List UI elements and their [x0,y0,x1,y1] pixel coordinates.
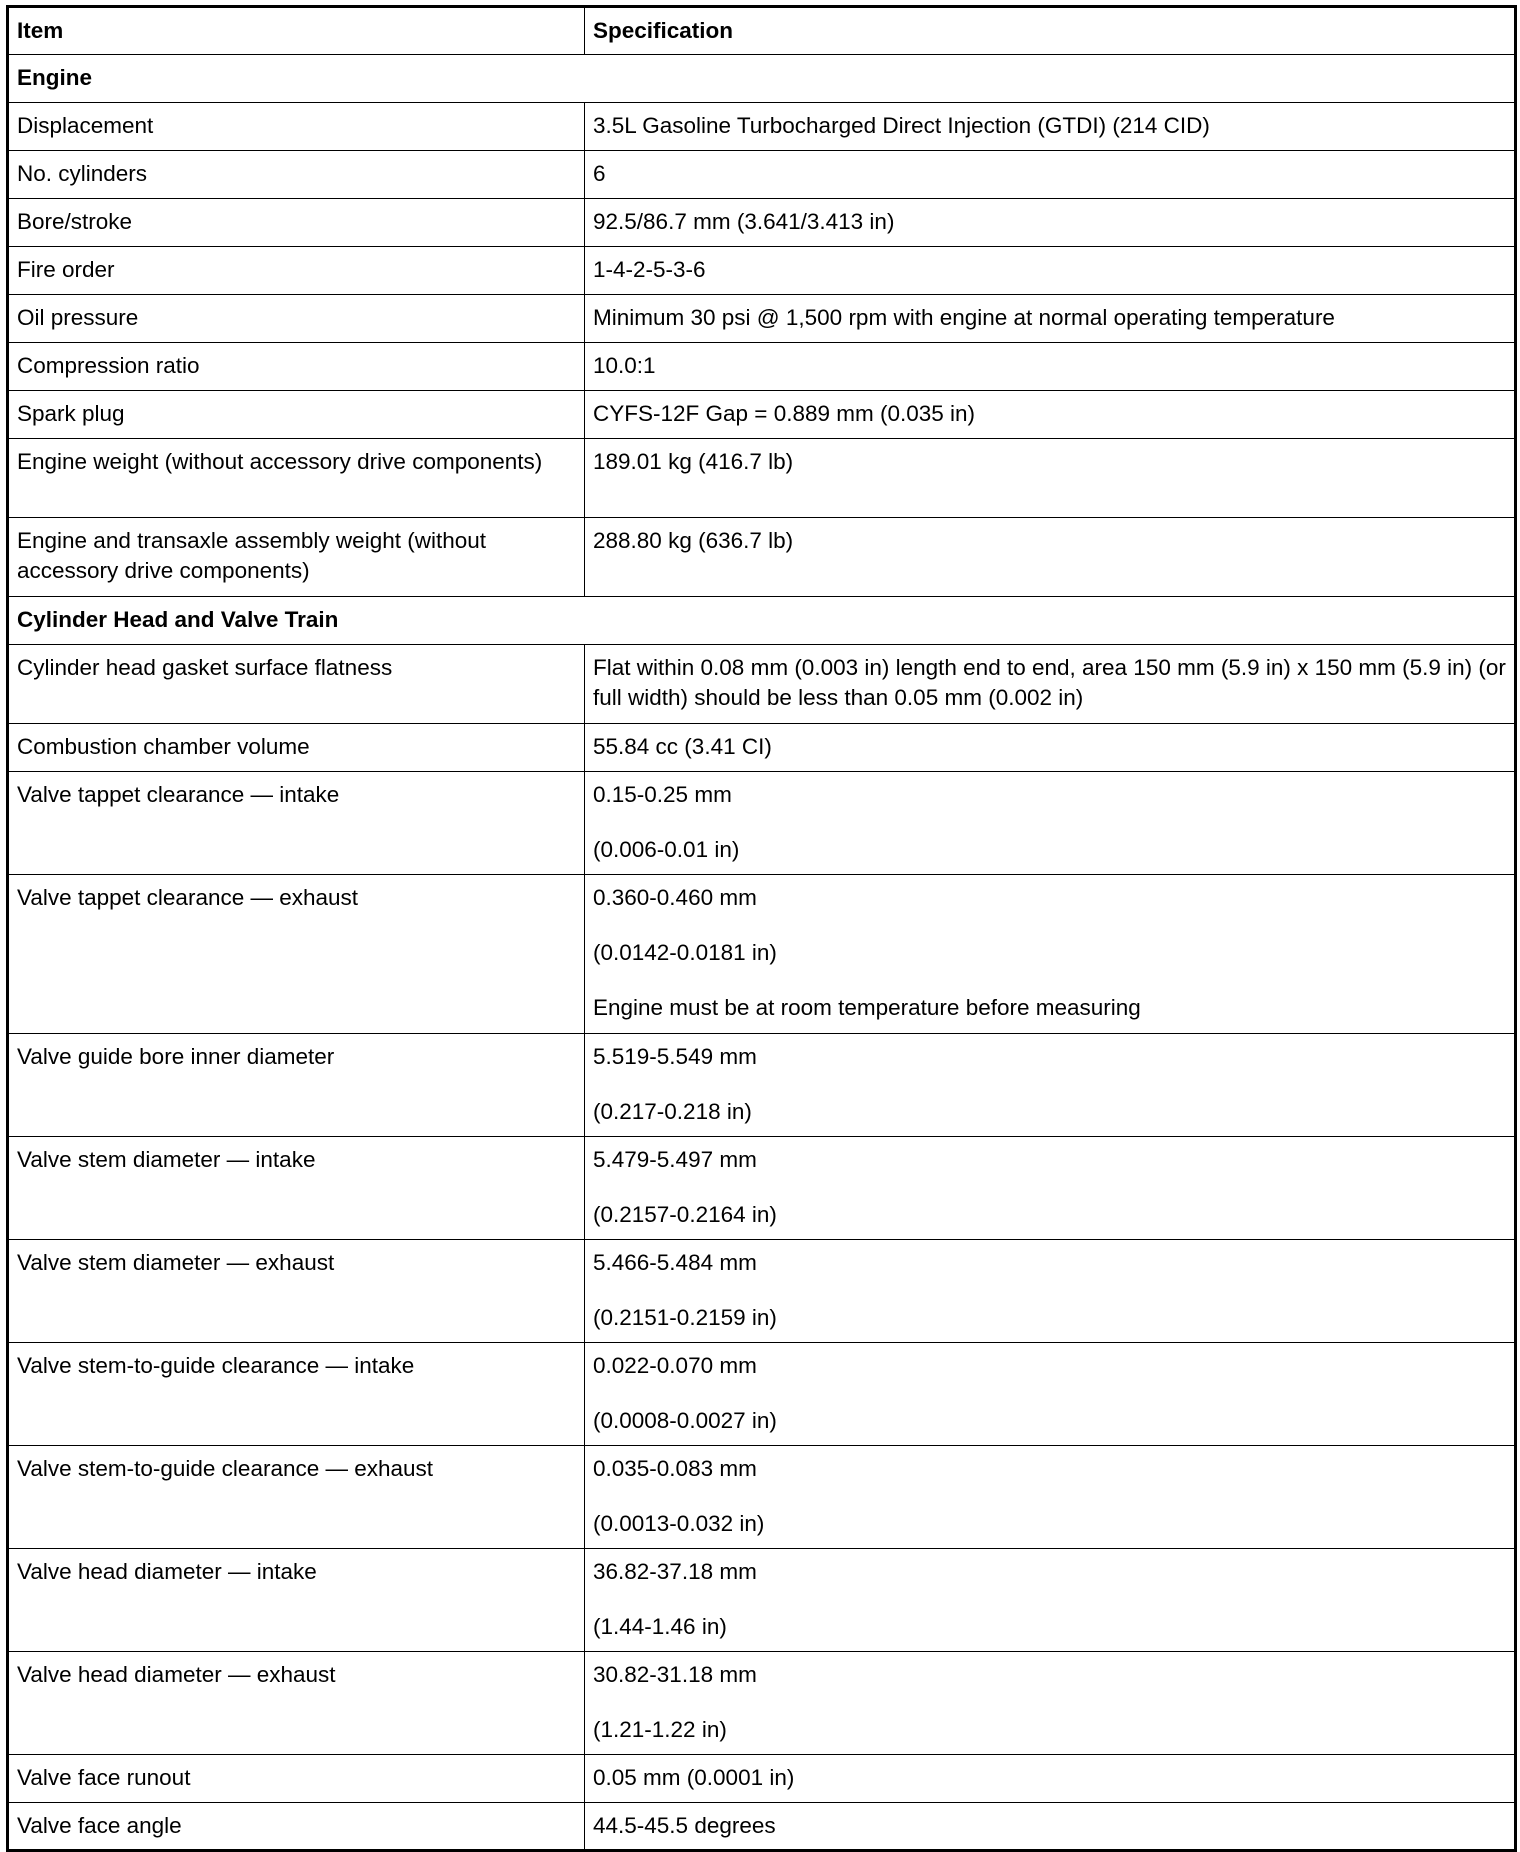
spec-line: Engine must be at room temperature before measuring [593,995,1141,1020]
table-row [8,391,1516,439]
spec-line: 92.5/86.7 mm (3.641/3.413 in) [593,209,895,234]
spec-line: 44.5-45.5 degrees [593,1813,776,1838]
spec-line: 189.01 kg (416.7 lb) [593,449,794,474]
item-cell: Displacement [8,103,585,151]
table-header-row [8,7,1516,55]
spec-cell [585,1803,1516,1851]
item-cell: Valve head diameter — intake [8,1549,585,1652]
item-cell: No. cylinders [8,151,585,199]
item-cell: Valve tappet clearance — intake [8,772,585,875]
spec-line: (0.0013-0.032 in) [593,1511,765,1536]
spec-line: 30.82-31.18 mm [593,1662,757,1687]
table-row [8,1343,1516,1446]
spec-cell [585,1446,1516,1549]
spec-cell [585,1549,1516,1652]
table-body [8,55,1516,1851]
table-row [8,645,1516,724]
spec-cell [585,1240,1516,1343]
item-cell: Engine weight (without accessory drive components) [8,439,585,518]
spec-line: 0.035-0.083 mm [593,1456,757,1481]
spec-line: 288.80 kg (636.7 lb) [593,528,794,553]
spec-cell [585,151,1516,199]
table-row [8,1446,1516,1549]
spec-line: (0.2151-0.2159 in) [593,1305,777,1330]
table-row [8,1137,1516,1240]
item-cell: Combustion chamber volume [8,724,585,772]
item-cell: Compression ratio [8,343,585,391]
section-header-row [8,597,1516,645]
spec-line: 0.15-0.25 mm [593,782,732,807]
spec-line: 36.82-37.18 mm [593,1559,757,1584]
item-cell: Valve stem-to-guide clearance — exhaust [8,1446,585,1549]
item-cell: Oil pressure [8,295,585,343]
table-row [8,343,1516,391]
table-row [8,875,1516,1034]
column-header-specification: Specification [585,7,1516,55]
spec-cell [585,518,1516,597]
spec-cell [585,391,1516,439]
spec-cell [585,103,1516,151]
spec-line: 55.84 cc (3.41 CI) [593,734,772,759]
item-cell: Valve stem diameter — exhaust [8,1240,585,1343]
section-title: Cylinder Head and Valve Train [8,597,1516,645]
spec-line: 0.05 mm (0.0001 in) [593,1765,795,1790]
spec-line: 3.5L Gasoline Turbocharged Direct Injection (GTDI) (214 CID) [593,113,1210,138]
spec-line: 1-4-2-5-3-6 [593,257,706,282]
spec-line: 10.0:1 [593,353,656,378]
table-row [8,518,1516,597]
spec-cell [585,1755,1516,1803]
spec-line: (1.21-1.22 in) [593,1717,727,1742]
table-row [8,1034,1516,1137]
item-cell: Valve head diameter — exhaust [8,1652,585,1755]
table-row [8,247,1516,295]
item-cell: Valve face angle [8,1803,585,1851]
spec-line: (0.006-0.01 in) [593,837,740,862]
item-cell: Engine and transaxle assembly weight (without accessory drive components) [8,518,585,597]
item-cell: Valve stem diameter — intake [8,1137,585,1240]
spec-line: 5.519-5.549 mm [593,1044,757,1069]
spec-line: (0.0142-0.0181 in) [593,940,777,965]
spec-line: (0.2157-0.2164 in) [593,1202,777,1227]
spec-line: (1.44-1.46 in) [593,1614,727,1639]
spec-line: 0.022-0.070 mm [593,1353,757,1378]
table-row [8,1755,1516,1803]
spec-cell [585,247,1516,295]
table-row [8,199,1516,247]
spec-line: Flat within 0.08 mm (0.003 in) length end to end, area 150 mm (5.9 in) x 150 mm (5.9 in) (or full width) should be less than 0.05 mm (0.002 in) [593,655,1506,710]
item-cell: Valve tappet clearance — exhaust [8,875,585,1034]
section-header-row [8,55,1516,103]
spec-cell [585,199,1516,247]
spec-line: 0.360-0.460 mm [593,885,757,910]
table-row [8,1549,1516,1652]
spec-cell [585,1343,1516,1446]
spec-line: 6 [593,161,606,186]
section-title: Engine [8,55,1516,103]
item-cell: Spark plug [8,391,585,439]
table-row [8,772,1516,875]
spec-line: (0.217-0.218 in) [593,1099,752,1124]
spec-cell [585,772,1516,875]
spec-cell [585,875,1516,1034]
item-cell: Bore/stroke [8,199,585,247]
table-row [8,151,1516,199]
table-row [8,295,1516,343]
table-row [8,724,1516,772]
spec-cell [585,1034,1516,1137]
table-row [8,439,1516,518]
item-cell: Fire order [8,247,585,295]
table-row [8,1803,1516,1851]
spec-cell [585,645,1516,724]
specification-table [6,5,1517,1852]
spec-cell [585,343,1516,391]
spec-line: CYFS-12F Gap = 0.889 mm (0.035 in) [593,401,976,426]
spec-line: (0.0008-0.0027 in) [593,1408,777,1433]
item-cell: Cylinder head gasket surface flatness [8,645,585,724]
column-header-item: Item [8,7,585,55]
item-cell: Valve face runout [8,1755,585,1803]
spec-cell [585,439,1516,518]
spec-cell [585,1137,1516,1240]
table-row [8,1652,1516,1755]
spec-line: 5.466-5.484 mm [593,1250,757,1275]
spec-line: Minimum 30 psi @ 1,500 rpm with engine at normal operating temperature [593,305,1335,330]
table-row [8,1240,1516,1343]
item-cell: Valve stem-to-guide clearance — intake [8,1343,585,1446]
spec-cell [585,295,1516,343]
item-cell: Valve guide bore inner diameter [8,1034,585,1137]
spec-cell [585,1652,1516,1755]
spec-cell [585,724,1516,772]
spec-line: 5.479-5.497 mm [593,1147,757,1172]
table-row [8,103,1516,151]
